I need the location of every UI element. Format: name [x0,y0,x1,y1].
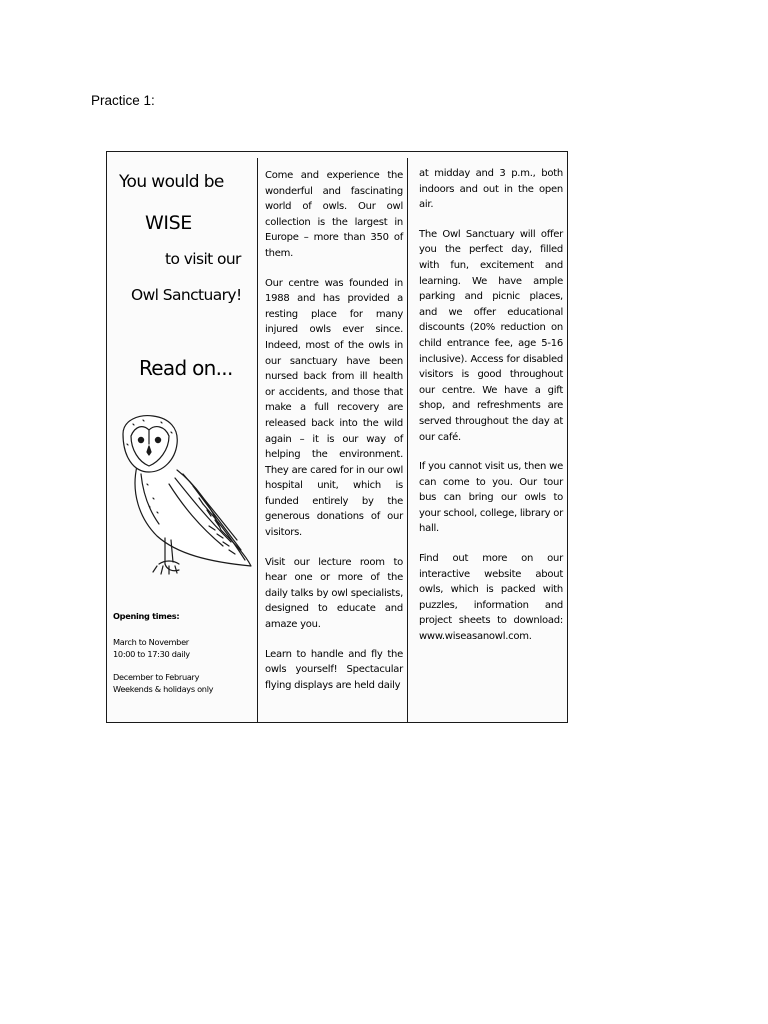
leaflet-cover-panel [107,152,257,722]
opening-times [113,610,253,696]
panel-divider [257,158,258,722]
paragraph: The Owl Sanctuary will offer you the perfect day, filled with fun, excitement and learning. We have ample parking and picnic places, and we offer educational discounts (20% reduction on child entrance fee, age 5-16 inclusive). Access for disabled visitors is good throughout our centre. We have a gift shop, and refreshments are served throughout the day at our café. [419,228,563,443]
opening-times-line: March to November [113,636,189,647]
cover-line-5: Read on... [139,356,233,380]
paragraph: Our centre was founded in 1988 and has provided a resting place for many injured owls ever since. Indeed, most of the owls in our sanctuary have been nursed back from ill health or accidents, and those that make a full recovery are released back into the wild again – it is our way of helping the environment. They are cared for in our owl hospital unit, which is funded entirely by the generous donations of our visitors. [265,277,403,539]
owl-sanctuary-leaflet [106,151,568,723]
cover-line-4: Owl Sanctuary! [131,286,242,304]
cover-line-2: WISE [145,212,192,234]
paragraph: Come and experience the wonderful and fascinating world of owls. Our owl collection is the largest in Europe – more than 350 of them. [265,170,403,259]
paragraph: Learn to handle and fly the owls yourself! Spectacular flying displays are held daily [265,648,403,691]
cover-line-1: You would be [119,172,224,192]
paragraph: If you cannot visit us, then we can come to you. Our tour bus can bring our owls to your school, college, library or hall. [419,461,563,535]
paragraph: Find out more on our interactive website about owls, which is packed with puzzles, information and project sheets to download: www.wiseasanowl.com. [419,553,563,643]
opening-times-line: December to February [113,671,200,682]
owl-illustration-icon [113,414,255,580]
leaflet-middle-panel [259,152,407,722]
panel-divider [407,158,408,722]
cover-line-3: to visit our [165,250,241,268]
opening-times-line: 10:00 to 17:30 daily [113,649,190,659]
leaflet-right-panel [409,152,567,722]
paragraph: at midday and 3 p.m., both indoors and out in the open air. [419,168,563,211]
paragraph: Visit our lecture room to hear one or more of the daily talks by owl specialists, designed to educate and amaze you. [265,556,403,631]
opening-times-line: Weekends & holidays only [113,684,214,694]
page-heading: Practice 1: [91,93,155,108]
opening-times-title: Opening times: [113,611,180,621]
